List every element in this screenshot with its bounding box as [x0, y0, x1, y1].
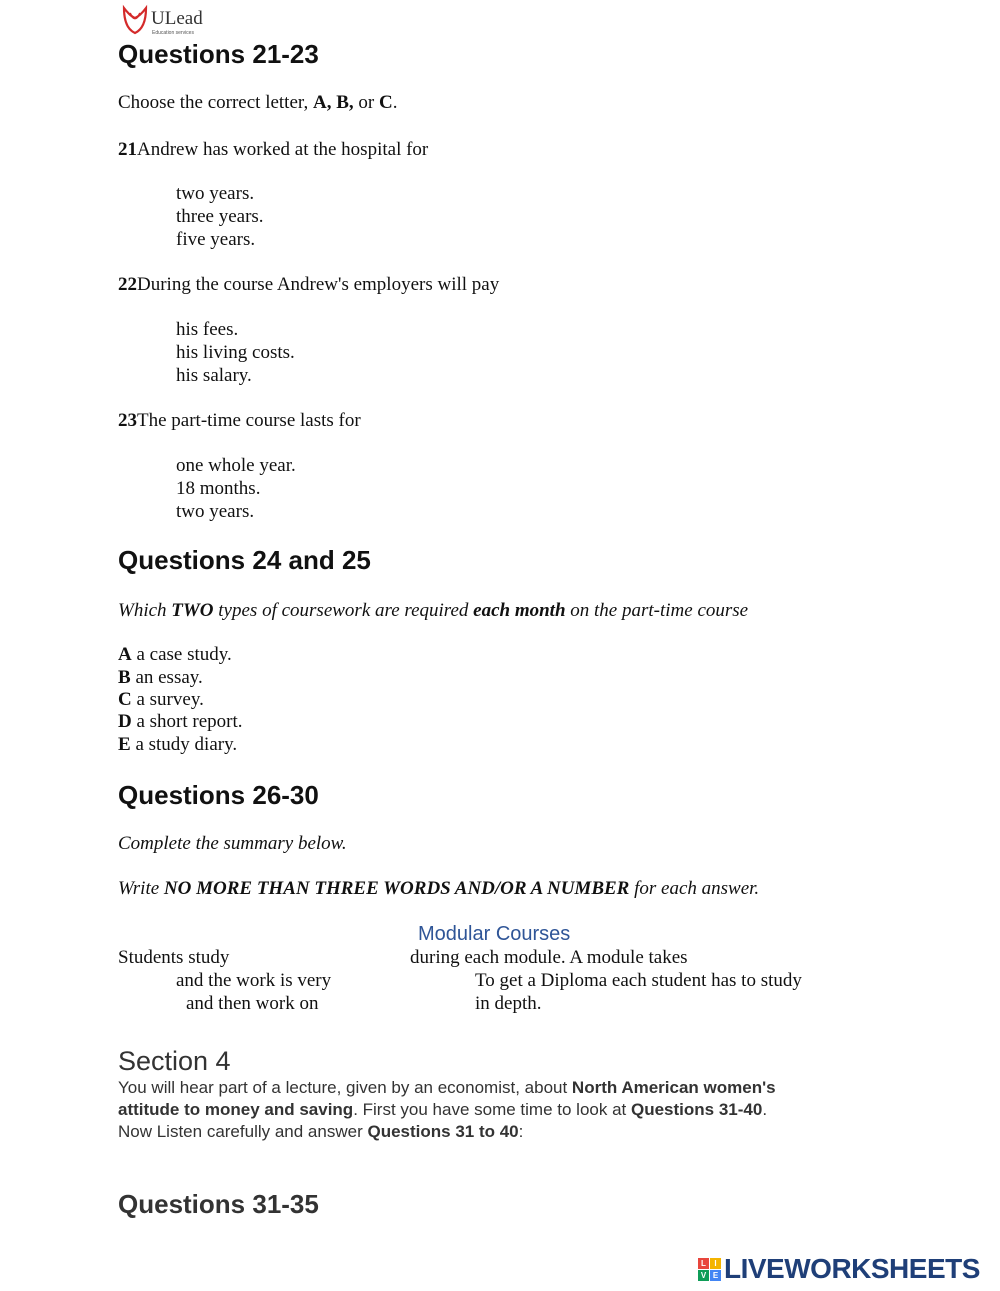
- q23-option-1[interactable]: one whole year.: [176, 455, 296, 476]
- option-b[interactable]: [118, 667, 203, 689]
- option-d[interactable]: [118, 711, 243, 733]
- question-22: [118, 274, 499, 296]
- q22-option-3[interactable]: his salary.: [176, 365, 252, 386]
- option-c[interactable]: [118, 689, 204, 711]
- option-text: an essay.: [130, 667, 203, 688]
- summary-line1-end: during each module. A module takes: [410, 947, 688, 968]
- logo-name: ULead: [151, 8, 203, 29]
- letter-a: A,: [312, 92, 332, 113]
- paragraph-text: :: [518, 1122, 524, 1141]
- paragraph-text: You will hear part of a lecture, given by an economist, about: [118, 1078, 572, 1097]
- option-text: a case study.: [131, 644, 232, 665]
- summary-line3-start: and then work on: [186, 993, 319, 1014]
- instruction-or: or: [353, 92, 379, 113]
- paragraph-text: Now Listen carefully and answer: [118, 1122, 368, 1141]
- instruction-word-limit: [118, 878, 759, 900]
- heading-questions-24-25: Questions 24 and 25: [118, 545, 371, 575]
- section-4-paragraph-line2: [118, 1100, 767, 1120]
- instruction-text: for each answer.: [629, 878, 760, 899]
- liveworksheets-badge-icon: [698, 1258, 722, 1282]
- question-text: The part-time course lasts for: [137, 410, 361, 431]
- instruction-text: on the part-time course: [565, 600, 749, 621]
- option-letter: C: [118, 689, 132, 710]
- section-4-paragraph-line3: [118, 1122, 523, 1142]
- summary-line3-end: in depth.: [475, 993, 542, 1014]
- summary-line2-end: To get a Diploma each student has to study: [475, 970, 802, 991]
- instruction-emphasis: NO MORE THAN THREE WORDS AND/OR A NUMBER: [163, 878, 630, 899]
- paragraph-emphasis: attitude to money and saving: [118, 1100, 354, 1119]
- paragraph-emphasis: Questions 31 to 40: [367, 1122, 519, 1141]
- q21-option-1[interactable]: two years.: [176, 183, 255, 204]
- instruction-complete-summary: Complete the summary below.: [118, 833, 347, 854]
- instruction-which-two: [118, 600, 748, 622]
- instruction-emphasis: TWO: [171, 600, 214, 621]
- instruction-text: Write: [118, 878, 164, 899]
- question-number: 22: [118, 274, 137, 295]
- heading-questions-21-23: Questions 21-23: [118, 39, 319, 69]
- instruction-period: .: [392, 92, 398, 113]
- paragraph-emphasis: Questions 31-40: [630, 1100, 763, 1119]
- q22-option-2[interactable]: his living costs.: [176, 342, 295, 363]
- ulead-logo-icon: [120, 4, 150, 36]
- badge-letter-l: L: [698, 1258, 709, 1269]
- section-4-paragraph-line1: [118, 1078, 776, 1098]
- option-letter: A: [118, 644, 132, 665]
- instruction-choose-letter: [118, 92, 397, 114]
- heading-questions-31-35: Questions 31-35: [118, 1189, 319, 1219]
- question-21: [118, 139, 428, 161]
- letter-b: B,: [336, 92, 354, 113]
- liveworksheets-brand: LIVEWORKSHEETS: [724, 1253, 980, 1284]
- option-text: a survey.: [131, 689, 204, 710]
- summary-line2-start: and the work is very: [176, 970, 332, 991]
- instruction-text: Choose the correct letter,: [118, 92, 313, 113]
- logo-tagline: Education services: [152, 30, 194, 36]
- option-letter: B: [118, 667, 131, 688]
- question-number: 23: [118, 410, 137, 431]
- ulead-logo: [120, 4, 210, 38]
- option-a[interactable]: [118, 644, 232, 666]
- q23-option-3[interactable]: two years.: [176, 501, 255, 522]
- option-letter: E: [118, 734, 131, 755]
- badge-letter-v: V: [698, 1270, 709, 1281]
- option-text: a short report.: [131, 711, 243, 732]
- option-e[interactable]: [118, 734, 237, 756]
- q23-option-2[interactable]: 18 months.: [176, 478, 261, 499]
- question-text: Andrew has worked at the hospital for: [137, 139, 429, 160]
- paragraph-text: .: [762, 1100, 768, 1119]
- question-text: During the course Andrew's employers will pay: [137, 274, 500, 295]
- question-23: [118, 410, 361, 432]
- paragraph-emphasis: North American women's: [571, 1078, 776, 1097]
- question-number: 21: [118, 139, 137, 160]
- heading-section-4: Section 4: [118, 1046, 231, 1076]
- summary-line1-start: Students study: [118, 947, 230, 968]
- instruction-text: Which: [118, 600, 172, 621]
- q21-option-2[interactable]: three years.: [176, 206, 264, 227]
- badge-letter-i: I: [710, 1258, 721, 1269]
- summary-title: Modular Courses: [418, 923, 571, 945]
- heading-questions-26-30: Questions 26-30: [118, 780, 319, 810]
- q22-option-1[interactable]: his fees.: [176, 319, 239, 340]
- instruction-emphasis: each month: [473, 600, 566, 621]
- paragraph-text: . First you have some time to look at: [353, 1100, 631, 1119]
- q21-option-3[interactable]: five years.: [176, 229, 256, 250]
- option-text: a study diary.: [130, 734, 238, 755]
- option-letter: D: [118, 711, 132, 732]
- letter-c: C: [378, 92, 393, 113]
- badge-letter-e: E: [710, 1270, 721, 1281]
- instruction-text: types of coursework are required: [213, 600, 474, 621]
